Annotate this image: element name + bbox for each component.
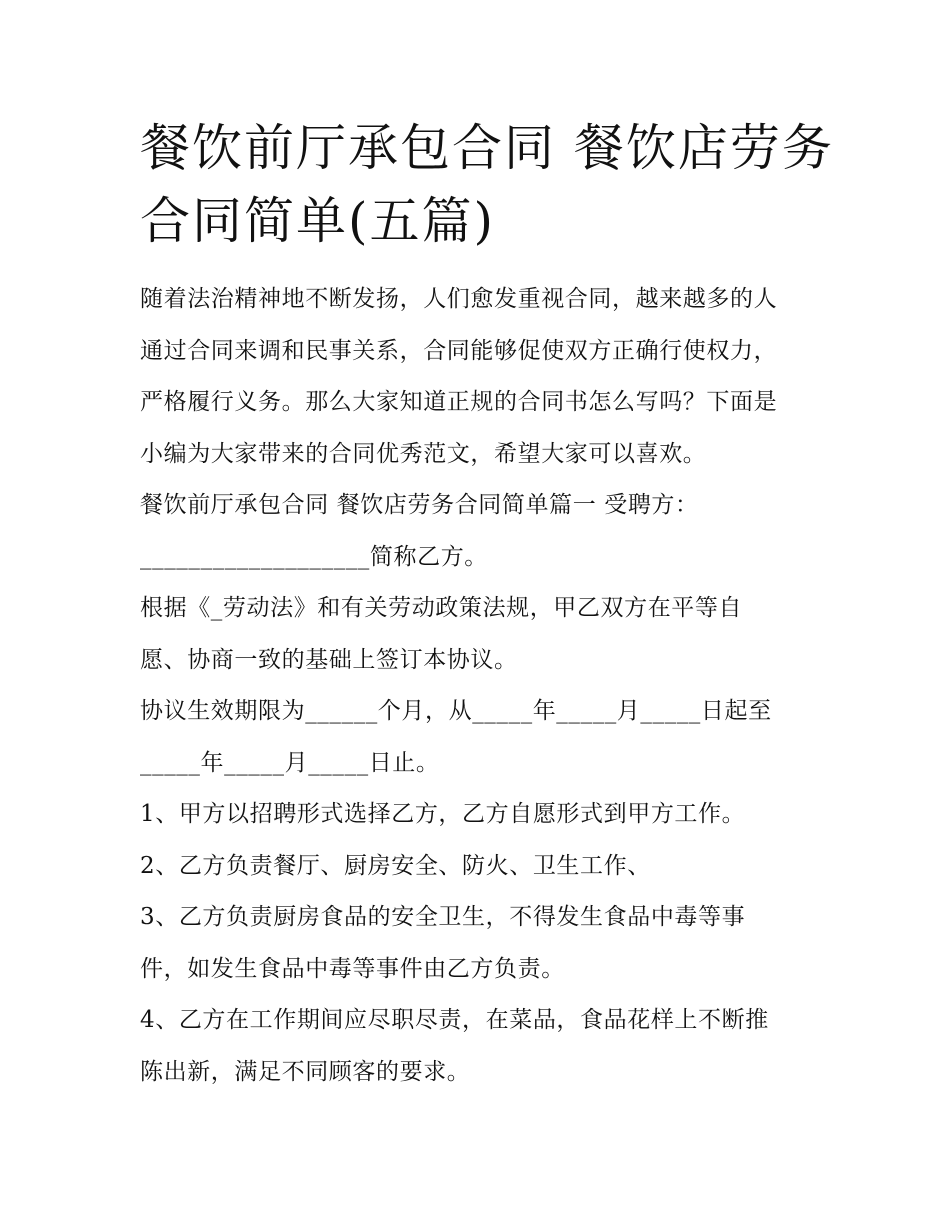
body-line: ___________________简称乙方。 (140, 543, 488, 570)
body-line: 愿、协商一致的基础上签订本协议。 (140, 646, 518, 673)
title-line: 合同简单(五篇) (140, 192, 496, 250)
body-line: 通过合同来调和民事关系，合同能够促使双方正确行使权力， (140, 337, 778, 364)
body-line: 件，如发生食品中毒等事件由乙方负责。 (140, 955, 565, 982)
body-line: 4、乙方在工作期间应尽职尽责，在菜品，食品花样上不断推 (140, 1007, 769, 1033)
body-line: 协议生效期限为______个月，从_____年_____月_____日起至 (140, 698, 772, 724)
document-title (140, 112, 834, 258)
body-line: _____年_____月_____日止。 (140, 749, 440, 776)
document-body (140, 274, 830, 1098)
body-line: 随着法治精神地不断发扬，人们愈发重视合同，越来越多的人 (140, 286, 778, 312)
title-line: 餐饮前厅承包合同 餐饮店劳务 (140, 119, 834, 177)
body-line: 餐饮前厅承包合同 餐饮店劳务合同简单篇一 受聘方： (140, 492, 699, 518)
body-line: 根据《_劳动法》和有关劳动政策法规，甲乙双方在平等自 (140, 595, 743, 621)
body-line: 2、乙方负责餐厅、厨房安全、防火、卫生工作、 (140, 852, 651, 879)
body-line: 陈出新，满足不同顾客的要求。 (140, 1058, 471, 1085)
body-line: 小编为大家带来的合同优秀范文，希望大家可以喜欢。 (140, 440, 707, 467)
body-line: 严格履行义务。那么大家知道正规的合同书怎么写吗？下面是 (140, 389, 778, 415)
body-line: 3、乙方负责厨房食品的安全卫生，不得发生食品中毒等事 (140, 904, 746, 930)
body-line: 1、甲方以招聘形式选择乙方，乙方自愿形式到甲方工作。 (140, 801, 746, 827)
